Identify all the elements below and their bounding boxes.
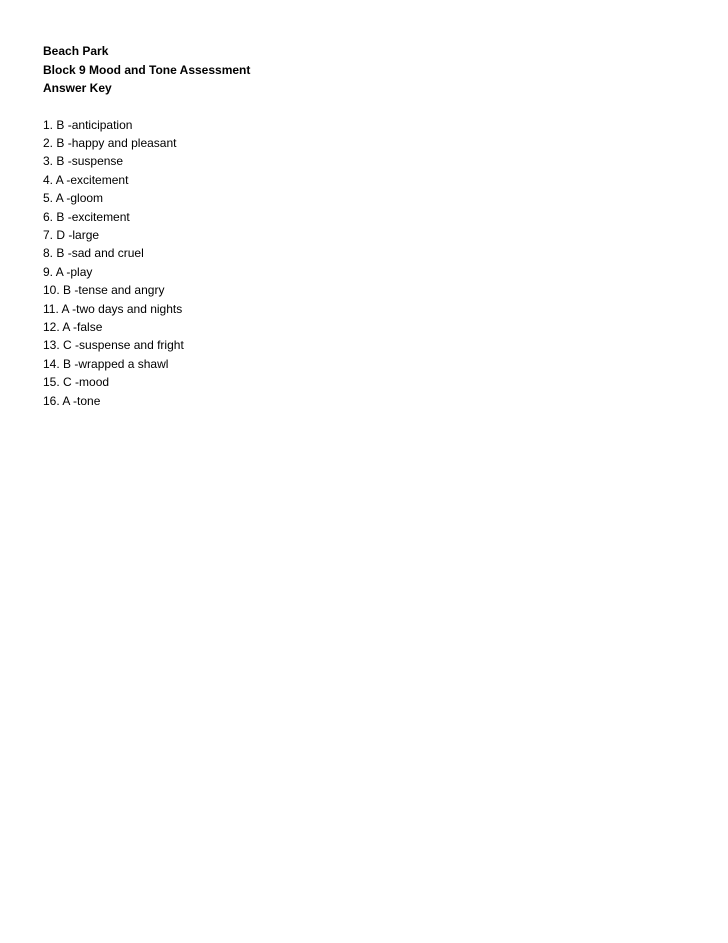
answer-number: 7. <box>43 227 54 242</box>
answer-choice: A <box>61 301 69 316</box>
answer-number: 4. <box>43 172 54 187</box>
answer-choice: A <box>55 172 64 187</box>
answer-item <box>43 318 683 336</box>
school-name: Beach Park <box>43 44 109 58</box>
answer-text: -large <box>68 227 100 242</box>
answer-text: -tense and angry <box>74 283 165 298</box>
answer-text: -gloom <box>66 191 104 206</box>
answer-item <box>43 152 683 170</box>
answer-text: -excitement <box>67 209 130 224</box>
document-subtitle: Answer Key <box>43 81 112 95</box>
answer-choice: B <box>56 209 65 224</box>
answer-item <box>43 281 683 299</box>
answer-number: 1. <box>43 117 54 132</box>
answer-item <box>43 336 683 354</box>
answer-list <box>43 116 683 411</box>
answer-number: 2. <box>43 135 54 150</box>
answer-choice: C <box>63 338 72 353</box>
answer-text: -tone <box>73 393 101 408</box>
answer-text: -play <box>66 264 93 279</box>
document-title: Block 9 Mood and Tone Assessment <box>43 62 251 77</box>
answer-number: 10. <box>43 283 60 298</box>
answer-text: -sad and cruel <box>67 246 144 261</box>
answer-text: -happy and pleasant <box>67 135 177 150</box>
answer-choice: D <box>56 227 66 242</box>
answer-choice: B <box>63 356 72 371</box>
answer-choice: A <box>62 393 70 408</box>
answer-item <box>43 208 683 226</box>
answer-item <box>43 392 683 410</box>
answer-item <box>43 116 683 134</box>
document-content <box>43 42 683 410</box>
answer-choice: B <box>56 135 65 150</box>
answer-choice: B <box>56 246 65 261</box>
answer-item <box>43 171 683 189</box>
answer-text: -suspense and fright <box>75 338 184 353</box>
answer-choice: B <box>56 154 65 169</box>
answer-choice: B <box>56 117 65 132</box>
answer-number: 16. <box>43 393 60 408</box>
answer-text: -anticipation <box>67 117 133 132</box>
answer-text: -two days and nights <box>72 301 183 316</box>
answer-number: 3. <box>43 154 54 169</box>
answer-item <box>43 263 683 281</box>
answer-number: 13. <box>43 338 60 353</box>
answer-text: -wrapped a shawl <box>74 356 169 371</box>
answer-number: 9. <box>43 264 54 279</box>
header-spacer <box>43 98 683 116</box>
answer-item <box>43 355 683 373</box>
answer-choice: C <box>63 375 72 390</box>
answer-choice: A <box>55 264 64 279</box>
answer-item <box>43 226 683 244</box>
answer-text: -excitement <box>66 172 129 187</box>
answer-number: 11. <box>43 301 59 316</box>
answer-choice: B <box>63 283 72 298</box>
answer-number: 12. <box>43 319 60 334</box>
answer-number: 5. <box>43 191 54 206</box>
answer-number: 8. <box>43 246 54 261</box>
answer-number: 6. <box>43 209 54 224</box>
answer-item <box>43 134 683 152</box>
answer-item <box>43 300 683 318</box>
answer-number: 14. <box>43 356 60 371</box>
answer-number: 15. <box>43 375 60 390</box>
answer-choice: A <box>62 319 70 334</box>
answer-text: -false <box>73 319 103 334</box>
answer-choice: A <box>55 191 64 206</box>
answer-item <box>43 189 683 207</box>
answer-text: -mood <box>75 375 110 390</box>
answer-item <box>43 373 683 391</box>
answer-text: -suspense <box>67 154 124 169</box>
answer-item <box>43 244 683 262</box>
